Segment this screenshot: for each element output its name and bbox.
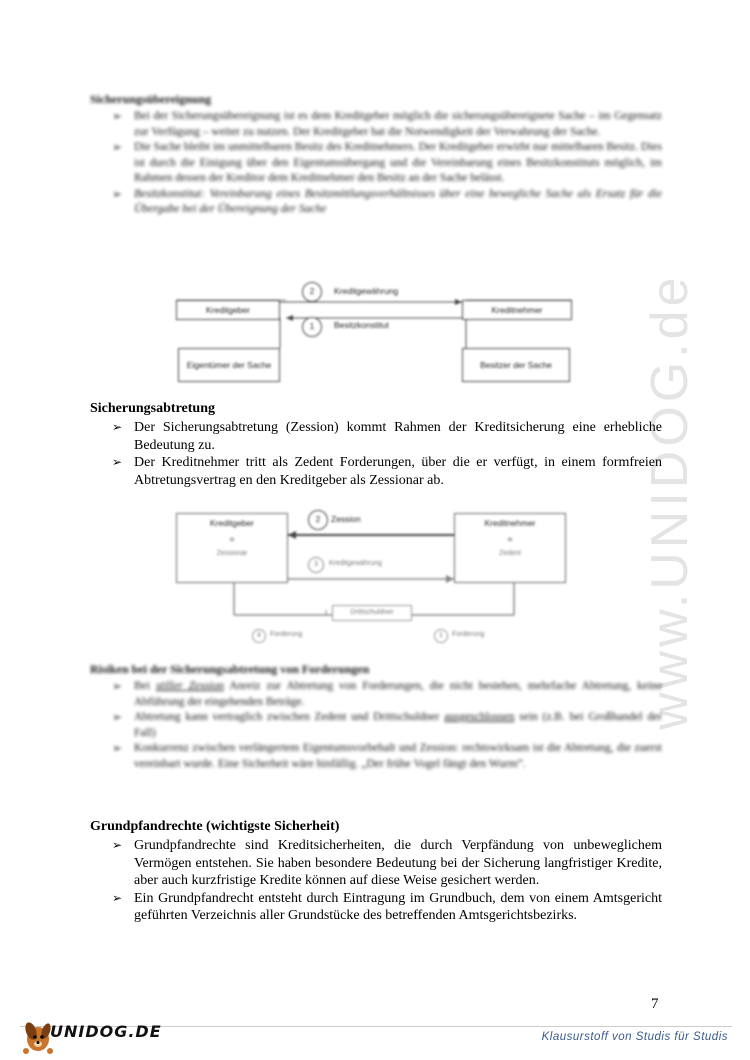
footer-slogan: Klausurstoff von Studis für Studis xyxy=(541,1031,728,1043)
list-item: ➢ Besitzkonstitut: Vereinbarung eines Besitzmittlungsverhältnisses über eine bewegliche Sache als Ersatz für die Übergabe bei der Übereignung der Sache xyxy=(112,186,662,215)
kreditgeber-box: Kreditgeber xyxy=(176,300,280,320)
bullet-arrow-icon: ➢ xyxy=(112,420,123,434)
step-number-badge: 3 xyxy=(308,557,324,573)
bullet-arrow-icon: ➢ xyxy=(112,838,123,852)
section-grundpfandrechte xyxy=(90,819,662,925)
box-title: Kreditgeber xyxy=(210,518,254,528)
forderung-label: Forderung xyxy=(452,631,485,638)
list-item: ➢ Bei der Sicherungsübereignung ist es dem Kreditgeber möglich die sicherungsübereignete Sache – im Gegensatz zur Verfügung – weiter zu nutzen. Der Kreditgeber hat die Notwendigkeit der Verwahrung der Sache. xyxy=(112,109,662,138)
stille-zession-term: stiller Zession xyxy=(155,680,224,692)
step-number-badge: 2 xyxy=(308,510,328,530)
bullet-list xyxy=(90,419,662,489)
box-equals: = xyxy=(229,534,235,544)
list-item: ➢ Der Kreditnehmer tritt als Zedent Forderungen, über die er verfügt, in einem formfreien Abtretungsvertrag en den Kreditgeber als Zessionar ab. xyxy=(112,455,662,488)
bullet-list xyxy=(90,679,662,772)
kreditgewaehrung-label: Kreditgewährung xyxy=(329,560,382,567)
step-number-badge: 2 xyxy=(302,282,322,302)
kreditnehmer-zedent-box xyxy=(454,513,566,583)
list-item: ➢ Ein Grundpfandrecht entsteht durch Eintragung im Grundbuch, dem von einem Amtsgericht geführten Verzeichnis aller Grundstücke des betreffenden Amtsgerichtsbezirks. xyxy=(112,890,662,923)
section-sicherungsuebereignung xyxy=(90,92,662,218)
page-number: 7 xyxy=(651,996,659,1012)
unidog-logo-text: UNIDOG.DE xyxy=(50,1022,162,1041)
step-number-badge: 1 xyxy=(302,317,322,337)
step-number-badge: 1 xyxy=(434,629,448,643)
bullet-arrow-icon: ➢ xyxy=(112,741,123,755)
besitzkonstitut-label: Besitzkonstitut xyxy=(334,320,389,330)
zession-label: Zession xyxy=(331,514,361,524)
list-item: ➢ Bei stiller Zession Anreiz zur Abtretung von Forderungen, die nicht bestehen, mehrfache Abtretung, keine Abführung der eingehenden Beträge. xyxy=(112,679,662,708)
bullet-arrow-icon: ➢ xyxy=(112,109,123,123)
eigentuemer-box: Eigentümer der Sache xyxy=(178,348,280,382)
bullet-arrow-icon: ➢ xyxy=(112,679,123,693)
watermark-text: www.UNIDOG.de xyxy=(641,273,699,730)
section-heading: Grundpfandrechte (wichtigste Sicherheit) xyxy=(90,819,340,834)
box-title: Kreditnehmer xyxy=(484,518,536,528)
bullet-arrow-icon: ➢ xyxy=(112,710,123,724)
kreditgewaehrung-label: Kreditgewährung xyxy=(334,286,399,296)
list-item: ➢ Der Sicherungsabtretung (Zession) kommt Rahmen der Kreditsicherung eine erhebliche Bedeutung zu. xyxy=(112,420,662,453)
box-role: Zessionar xyxy=(216,550,248,557)
box-role: Zedent xyxy=(499,550,521,557)
step-number-badge: 4 xyxy=(252,629,266,643)
section-sicherungsabtretung xyxy=(90,401,662,489)
bullet-list xyxy=(90,837,662,925)
drittschuldner-box: Drittschuldner xyxy=(332,605,412,621)
diagram-sicherungsuebereignung xyxy=(176,280,572,385)
list-item: ➢ Abtretung kann vertraglich zwischen Zedent und Drittschuldner ausgeschlossen sein (z.B. bei Großhandel der Fall) xyxy=(112,710,663,739)
bullet-arrow-icon: ➢ xyxy=(112,140,123,154)
besitzer-box: Besitzer der Sache xyxy=(462,348,570,382)
bullet-arrow-icon: ➢ xyxy=(112,186,123,201)
bullet-arrow-icon: ➢ xyxy=(112,455,123,469)
list-item: ➢ Grundpfandrechte sind Kreditsicherheiten, die durch Verpfändung von unbeweglichem Vermögen entstehen. Sie haben besondere Bedeutung bei der Sicherung langfristiger Kredite, aber auch kurzfristige Kredite können auf diese Weise gesichert werden. xyxy=(112,838,662,888)
section-risiken xyxy=(90,662,662,772)
diagram-sicherungsabtretung xyxy=(176,505,572,645)
ausgeschlossen-term: ausgeschlossen xyxy=(444,711,515,723)
kreditnehmer-box: Kreditnehmer xyxy=(462,300,572,320)
section-heading: Sicherungsabtretung xyxy=(90,401,215,416)
section-heading: Sicherungsübereignung xyxy=(90,92,212,106)
bullet-arrow-icon: ➢ xyxy=(112,890,123,905)
kreditgeber-zessionar-box xyxy=(176,513,288,583)
box-equals: = xyxy=(507,534,513,544)
bullet-list xyxy=(90,109,662,218)
list-item: ➢ Die Sache bleibt im unmittelbaren Besitz des Kreditnehmers. Der Kreditgeber erwirbt nur mittelbaren Besitz. Dies ist durch die Einigung über den Eigentumsübergang und die Vereinbarung eines Besitzkonstituts möglich, im Rahmen dessen der Kreditor dem Kreditnehmer den Besitz an der Sache belässt. xyxy=(112,140,662,184)
list-item: ➢ Konkurrenz zwischen verlängertem Eigentumsvorbehalt und Zession: rechtswirksam ist die Abtretung, die zuerst vereinbart wurde. Eine Sicherheit wäre hinfällig. „Der frühe Vogel fängt den Wurm“. xyxy=(112,741,662,770)
section-heading: Risiken bei der Sicherungsabtretung von Forderungen xyxy=(90,662,370,676)
forderung-label: Forderung xyxy=(270,631,303,638)
